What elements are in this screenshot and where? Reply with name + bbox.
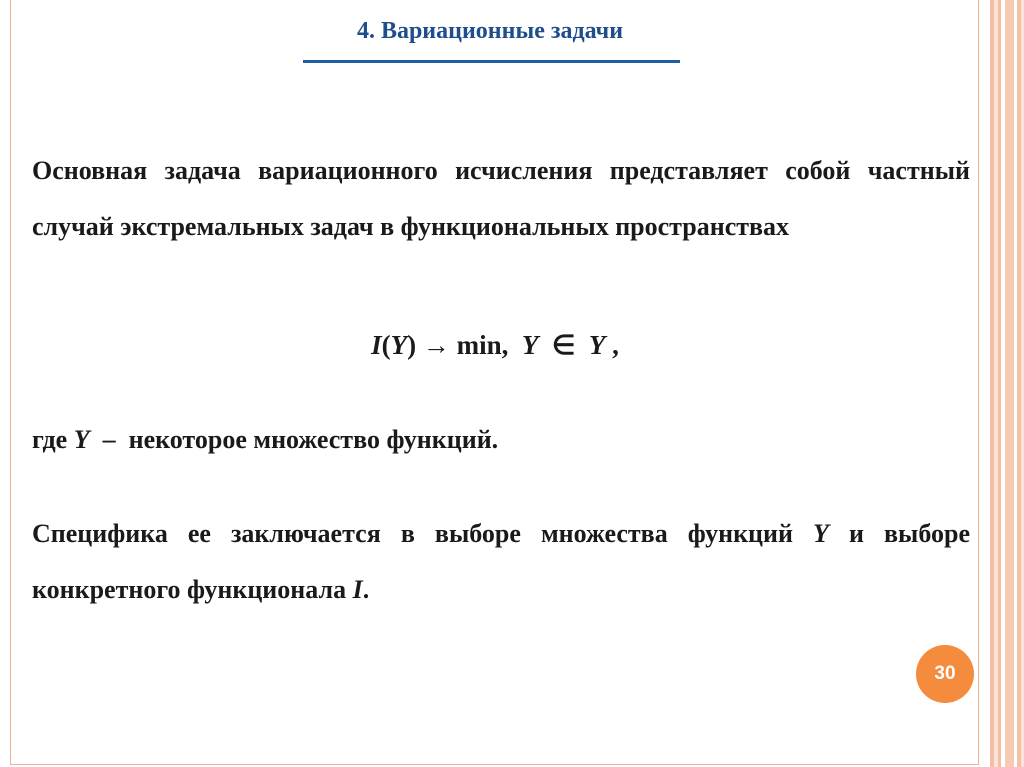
specifics-paragraph	[32, 506, 970, 618]
formula-membership: ∈	[551, 330, 576, 360]
where-symbol: Y	[73, 425, 90, 454]
where-text: некоторое множество функций.	[128, 425, 499, 454]
formula-variable: Y	[521, 330, 539, 360]
formula-argument: Y	[390, 330, 408, 360]
where-dash: –	[102, 425, 116, 454]
specifics-symbol-y: Y	[813, 519, 829, 548]
title-underline	[303, 60, 680, 63]
slide-title: 4. Вариационные задачи	[356, 18, 624, 44]
specifics-part1: Специфика ее заключается в выборе множества функций	[32, 519, 814, 548]
formula-trailing-comma: ,	[612, 330, 619, 360]
page-number-badge: 30	[916, 645, 974, 703]
formula-arrow: →	[422, 330, 450, 360]
intro-paragraph: Основная задача вариационного исчисления представляет собой частный случай экстремальных задач в функциональных пространствах	[32, 156, 970, 241]
where-prefix: где	[32, 425, 74, 454]
decorative-side-stripes	[984, 0, 1024, 767]
formula-set: Y	[588, 330, 606, 360]
specifics-part2: и выборе конкретного функционала	[32, 519, 971, 604]
formula: I(Y) → min, Y ∈ Y ,	[371, 330, 619, 360]
formula-target: min,	[456, 330, 509, 360]
slide-frame	[10, 0, 979, 765]
specifics-symbol-i: I	[352, 575, 363, 604]
where-line	[32, 425, 498, 455]
specifics-part3: .	[362, 575, 370, 604]
formula-functional: I	[371, 330, 382, 360]
